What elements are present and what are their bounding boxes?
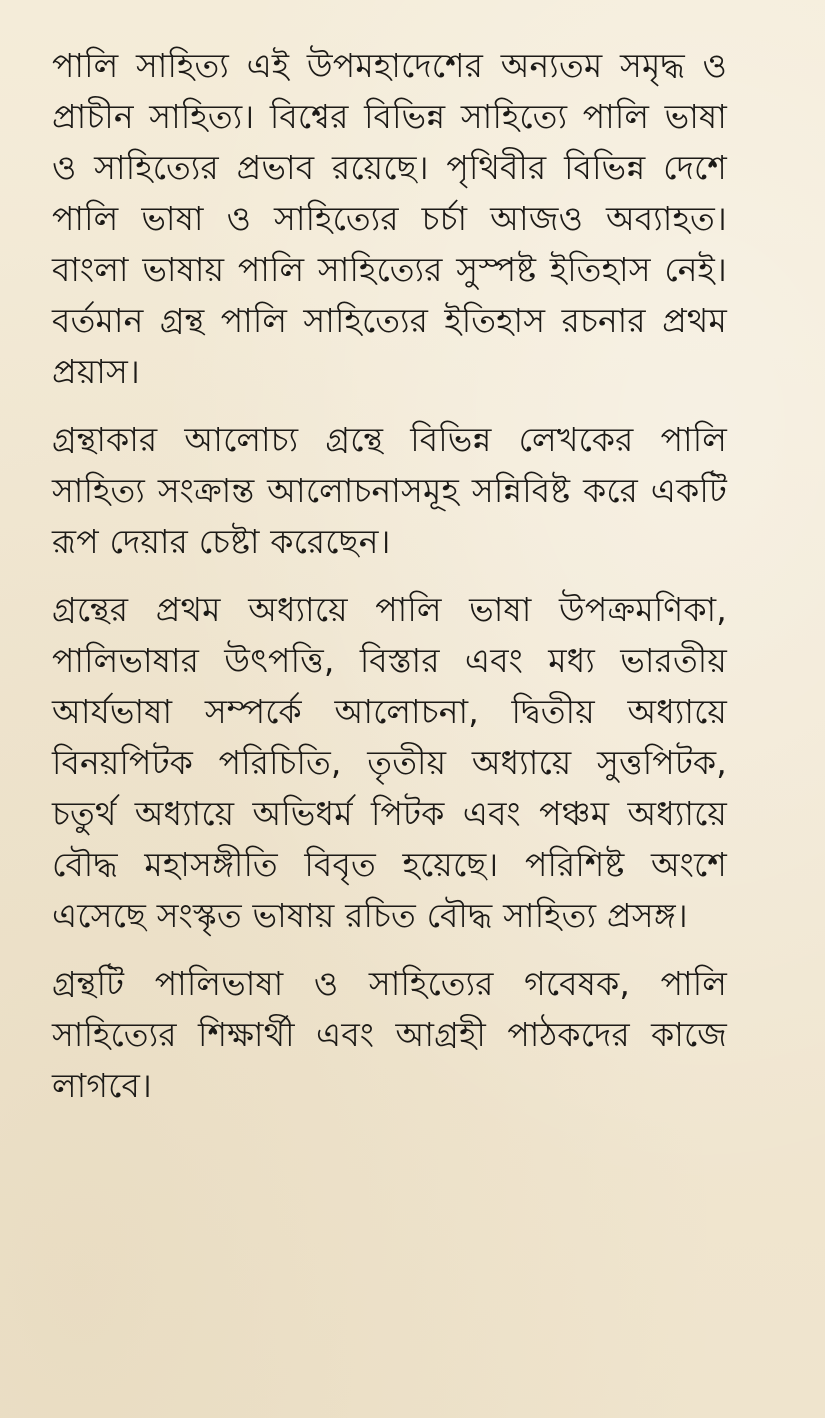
paragraph-author-effort: গ্রন্থাকার আলোচ্য গ্রন্থে বিভিন্ন লেখকের পালি সাহিত্য সংক্রান্ত আলোচনাসমূহ সন্নিবিষ্ট করে একটি রূপ দেয়ার চেষ্টা করেছেন।: [52, 420, 727, 561]
paragraph-chapters: গ্রন্থের প্রথম অধ্যায়ে পালি ভাষা উপক্রমণিকা, পালিভাষার উৎপত্তি, বিস্তার এবং মধ্য ভারতীয় আর্যভাষা সম্পর্কে আলোচনা, দ্বিতীয় অধ্যায়ে বিনয়পিটক পরিচিতি, তৃতীয় অধ্যায়ে সুত্তপিটক, চতুর্থ অধ্যায়ে অভিধর্ম পিটক এবং পঞ্চম অধ্যায়ে বৌদ্ধ মহাসঙ্গীতি বিবৃত হয়েছে। পরিশিষ্ট অংশে এসেছে সংস্কৃত ভাষায় রচিত বৌদ্ধ সাহিত্য প্রসঙ্গ।: [52, 590, 727, 935]
paragraph-intro: পালি সাহিত্য এই উপমহাদেশের অন্যতম সমৃদ্ধ ও প্রাচীন সাহিত্য। বিশ্বের বিভিন্ন সাহিত্যে পালি ভাষা ও সাহিত্যের প্রভাব রয়েছে। পৃথিবীর বিভিন্ন দেশে পালি ভাষা ও সাহিত্যের চর্চা আজও অব্যাহত। বাংলা ভাষায় পালি সাহিত্যের সুস্পষ্ট ইতিহাস নেই। বর্তমান গ্রন্থ পালি সাহিত্যের ইতিহাস রচনার প্রথম প্রয়াস।: [52, 46, 727, 391]
paragraph-audience: গ্রন্থটি পালিভাষা ও সাহিত্যের গবেষক, পালি সাহিত্যের শিক্ষার্থী এবং আগ্রহী পাঠকদের কাজে লাগবে।: [52, 964, 727, 1105]
